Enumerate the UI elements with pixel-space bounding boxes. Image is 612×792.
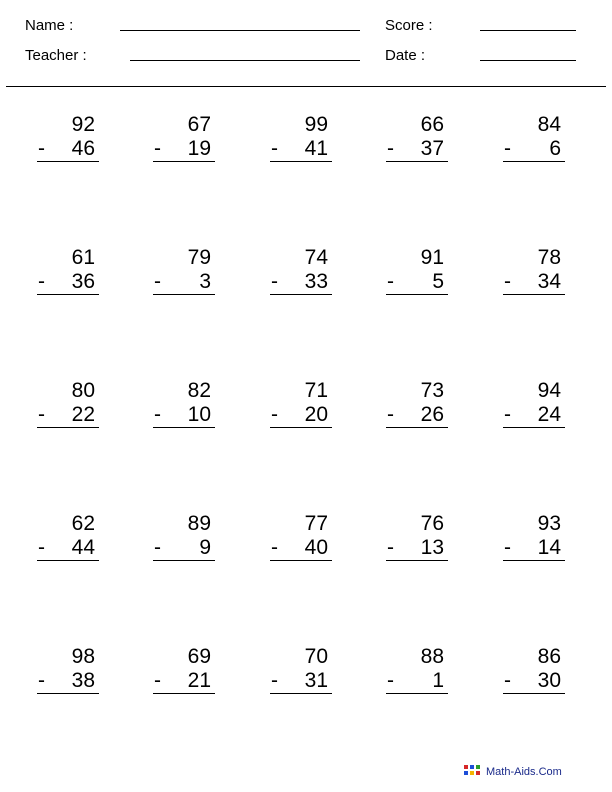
- math-aids-logo-icon: [464, 765, 480, 779]
- minus-sign: -: [154, 270, 161, 293]
- minus-sign: -: [38, 137, 45, 160]
- minus-sign: -: [38, 536, 45, 559]
- problem-5-4: [384, 645, 444, 691]
- answer-rule: [386, 560, 448, 561]
- subtrahend: 44: [71, 536, 95, 559]
- problem-3-4: [384, 379, 444, 425]
- teacher-label: Teacher :: [25, 47, 87, 64]
- minuend: 71: [304, 379, 328, 402]
- minuend: 67: [187, 113, 211, 136]
- minuend: 77: [304, 512, 328, 535]
- score-label: Score :: [385, 17, 433, 34]
- subtrahend: 31: [304, 669, 328, 692]
- subtrahend: 14: [537, 536, 561, 559]
- answer-rule: [386, 693, 448, 694]
- problem-1-4: [384, 113, 444, 159]
- name-label: Name :: [25, 17, 74, 34]
- answer-rule: [37, 427, 99, 428]
- answer-rule: [37, 294, 99, 295]
- minuend: 89: [187, 512, 211, 535]
- date-label: Date :: [385, 47, 426, 64]
- minuend: 98: [71, 645, 95, 668]
- minus-sign: -: [154, 403, 161, 426]
- minuend: 78: [537, 246, 561, 269]
- minus-sign: -: [387, 403, 394, 426]
- minus-sign: -: [504, 669, 511, 692]
- problem-4-2: [151, 512, 211, 558]
- subtrahend: 46: [71, 137, 95, 160]
- problem-4-3: [268, 512, 328, 558]
- problem-2-5: [501, 246, 561, 292]
- problem-3-3: [268, 379, 328, 425]
- minus-sign: -: [38, 270, 45, 293]
- minuend: 62: [71, 512, 95, 535]
- problem-1-3: [268, 113, 328, 159]
- answer-rule: [153, 560, 215, 561]
- minus-sign: -: [154, 669, 161, 692]
- problem-4-5: [501, 512, 561, 558]
- minuend: 99: [304, 113, 328, 136]
- answer-rule: [37, 560, 99, 561]
- minuend: 61: [71, 246, 95, 269]
- subtrahend: 30: [537, 669, 561, 692]
- answer-rule: [386, 427, 448, 428]
- minuend: 80: [71, 379, 95, 402]
- answer-rule: [503, 427, 565, 428]
- minuend: 88: [420, 645, 444, 668]
- footer-logo: [464, 765, 562, 779]
- minus-sign: -: [504, 137, 511, 160]
- answer-rule: [37, 161, 99, 162]
- minus-sign: -: [387, 270, 394, 293]
- minuend: 93: [537, 512, 561, 535]
- minuend: 66: [420, 113, 444, 136]
- subtrahend: 33: [304, 270, 328, 293]
- subtrahend: 20: [304, 403, 328, 426]
- minuend: 91: [420, 246, 444, 269]
- minuend: 69: [187, 645, 211, 668]
- problem-1-5: [501, 113, 561, 159]
- answer-rule: [37, 693, 99, 694]
- answer-rule: [503, 294, 565, 295]
- minus-sign: -: [154, 137, 161, 160]
- subtrahend: 9: [199, 536, 211, 559]
- problem-4-4: [384, 512, 444, 558]
- minus-sign: -: [504, 270, 511, 293]
- math-aids-logo-text: Math-Aids.Com: [486, 766, 562, 778]
- subtrahend: 36: [71, 270, 95, 293]
- minuend: 94: [537, 379, 561, 402]
- answer-rule: [270, 427, 332, 428]
- subtrahend: 24: [537, 403, 561, 426]
- problem-3-2: [151, 379, 211, 425]
- answer-rule: [386, 294, 448, 295]
- subtrahend: 13: [420, 536, 444, 559]
- minus-sign: -: [387, 669, 394, 692]
- minus-sign: -: [271, 270, 278, 293]
- problem-5-2: [151, 645, 211, 691]
- subtrahend: 1: [432, 669, 444, 692]
- subtrahend: 34: [537, 270, 561, 293]
- subtrahend: 19: [187, 137, 211, 160]
- minus-sign: -: [387, 137, 394, 160]
- minuend: 70: [304, 645, 328, 668]
- minus-sign: -: [38, 669, 45, 692]
- subtrahend: 3: [199, 270, 211, 293]
- problem-5-3: [268, 645, 328, 691]
- minus-sign: -: [271, 536, 278, 559]
- subtrahend: 22: [71, 403, 95, 426]
- minuend: 82: [187, 379, 211, 402]
- problem-3-1: [35, 379, 95, 425]
- subtrahend: 10: [187, 403, 211, 426]
- answer-rule: [153, 294, 215, 295]
- minuend: 76: [420, 512, 444, 535]
- answer-rule: [270, 560, 332, 561]
- answer-rule: [270, 294, 332, 295]
- answer-rule: [386, 161, 448, 162]
- subtrahend: 21: [187, 669, 211, 692]
- subtrahend: 26: [420, 403, 444, 426]
- minuend: 79: [187, 246, 211, 269]
- problem-3-5: [501, 379, 561, 425]
- answer-rule: [503, 161, 565, 162]
- problem-2-4: [384, 246, 444, 292]
- minus-sign: -: [38, 403, 45, 426]
- answer-rule: [503, 560, 565, 561]
- minus-sign: -: [154, 536, 161, 559]
- problem-2-1: [35, 246, 95, 292]
- problem-2-3: [268, 246, 328, 292]
- subtrahend: 38: [71, 669, 95, 692]
- subtrahend: 6: [549, 137, 561, 160]
- answer-rule: [270, 693, 332, 694]
- minuend: 84: [537, 113, 561, 136]
- minus-sign: -: [271, 403, 278, 426]
- answer-rule: [153, 693, 215, 694]
- problem-4-1: [35, 512, 95, 558]
- subtrahend: 41: [304, 137, 328, 160]
- subtrahend: 40: [304, 536, 328, 559]
- minuend: 74: [304, 246, 328, 269]
- problem-5-5: [501, 645, 561, 691]
- subtrahend: 5: [432, 270, 444, 293]
- minus-sign: -: [504, 536, 511, 559]
- problem-1-1: [35, 113, 95, 159]
- minus-sign: -: [387, 536, 394, 559]
- answer-rule: [270, 161, 332, 162]
- problem-2-2: [151, 246, 211, 292]
- minus-sign: -: [271, 137, 278, 160]
- answer-rule: [503, 693, 565, 694]
- minuend: 73: [420, 379, 444, 402]
- answer-rule: [153, 427, 215, 428]
- problem-5-1: [35, 645, 95, 691]
- subtrahend: 37: [420, 137, 444, 160]
- minuend: 86: [537, 645, 561, 668]
- problem-1-2: [151, 113, 211, 159]
- answer-rule: [153, 161, 215, 162]
- minus-sign: -: [271, 669, 278, 692]
- minuend: 92: [71, 113, 95, 136]
- minus-sign: -: [504, 403, 511, 426]
